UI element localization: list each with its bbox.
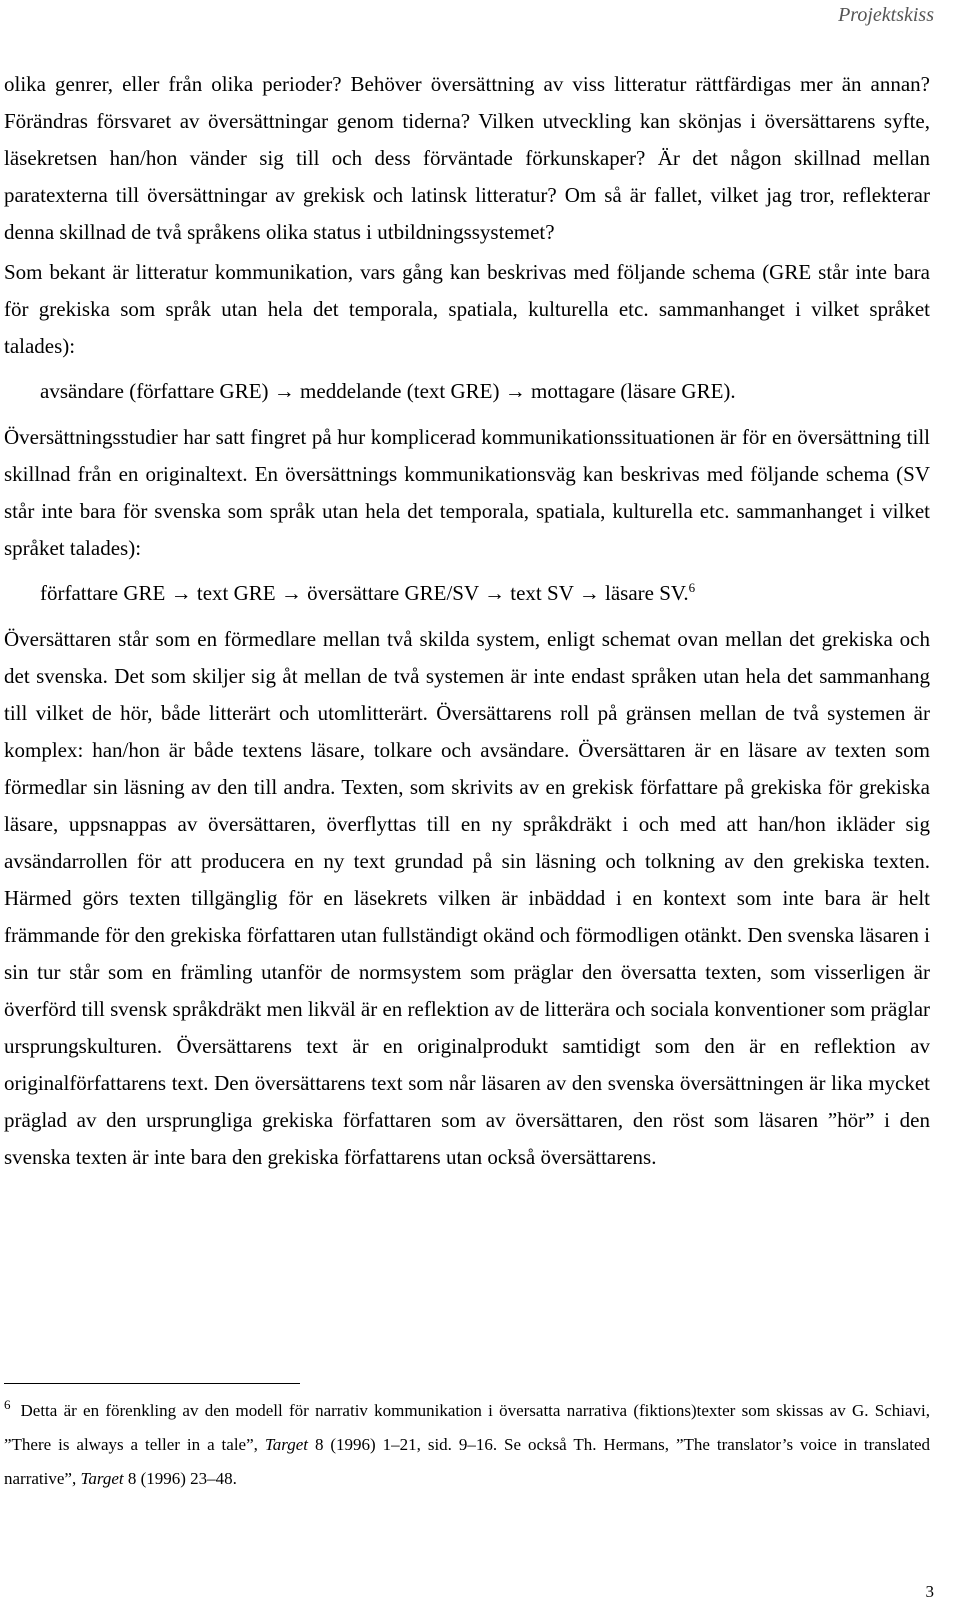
arrow-icon: → [273,379,295,403]
schema-author: författare GRE [40,581,166,605]
footnote-text-3: 8 (1996) 23–48. [123,1469,237,1488]
schema-message: meddelande (text GRE) [300,379,500,403]
footnote [4,1394,930,1496]
footnote-mark: 6 [4,1397,11,1413]
schema-text-gre: text GRE [196,581,276,605]
schema-translator: översättare GRE/SV [307,581,479,605]
schema-sender: avsändare (författare GRE) [40,379,269,403]
schema-reader-sv: läsare SV. [605,581,689,605]
arrow-icon: → [280,581,302,605]
footnote-journal-2: Target [80,1469,124,1488]
schema-text-sv: text SV [510,581,574,605]
paragraph-translator-role: Översättaren står som en förmedlare mellan två skilda system, enligt schemat ovan mellan det grekiska och det svenska. Det som skiljer sig åt mellan de två systemen är inte endast språken utan hela det sammanhang till vilket de hör, både litterärt och utomlitterärt. Översättarens roll på gränsen mellan de två systemen är komplex: han/hon är både textens läsare, tolkare och avsändare. Översättaren är en läsare av texten som förmedlar sin läsning av den till andra. Texten, som skrivits av en grekisk författare på grekiska för grekiska läsare, uppsnappas av översättaren, överflyttas till en ny språkdräkt i och med att han/hon ikläder sig avsändarrollen för att producera en ny text grundad på sin läsning och tolkning av den grekiska texten. Härmed görs texten tillgänglig för en läsekrets vilken är inbäddad i en kontext som inte bara är helt främmande för den grekiska författaren utan fullständigt okänd och förmodligen otänkt. Den svenska läsaren i sin tur står som en främling utanför de normsystem som präglar den översatta texten, som visserligen är överförd till svensk språkdräkt men likväl är en reflektion av de litterära och sociala konventioner som präglar ursprungskulturen. Översättarens text är en originalprodukt samtidigt som den är en reflektion av originalförfattarens text. Den översättarens text som når läsaren av den svenska översättningen är lika mycket präglad av den ursprungliga grekiska författaren som av översättaren, den röst som läsaren ”hör” i den svenska texten är inte bara den grekiska författarens utan också översättarens. [4,627,931,1169]
schema-receiver: mottagare (läsare GRE). [530,379,736,403]
paragraph-questions: olika genrer, eller från olika perioder? Behöver översättning av viss litteratur rättfärdigas mer än annan? Förändras försvaret av översättningar genom tiderna? Vilken utveckling kan skönjas i översättarens syfte, läsekretsen han/hon vänder sig till och dess förväntade förkunskaper? Är det någon skillnad mellan paratexterna till översättningar av grekisk och latinsk litteratur? Om så är fallet, vilket jag tror, reflekterar denna skillnad de två språkens olika status i utbildningssystemet? [4,72,930,244]
body-text [4,66,930,1176]
arrow-icon: → [504,379,526,403]
page-number: 3 [925,1582,934,1601]
footnote-journal-1: Target [264,1435,308,1454]
footnote-text-2: 8 (1996) 1–21, sid. 9–16. Se också Th. Hermans, ”The translator’s voice in translated narrative”, [4,1435,931,1488]
arrow-icon: → [484,581,506,605]
paragraph-communication: Som bekant är litteratur kommunikation, vars gång kan beskrivas med följande schema (GRE står inte bara för grekiska som språk utan hela det temporala, spatiala, kulturella etc. sammanhanget i vilket språket talades): [4,260,930,358]
footnote-separator [4,1383,300,1384]
footnote-reference[interactable]: 6 [688,580,696,595]
arrow-icon: → [578,581,600,605]
communication-schema [40,367,930,416]
translation-schema [40,569,930,618]
footnote-text-1: Detta är en förenkling av den modell för narrativ kommunikation i översatta narrativa (fiktions)texter som skissas av G. Schiavi, ”There is always a teller in a tale”, [4,1401,930,1454]
arrow-icon: → [170,581,192,605]
paragraph-translation-studies: Översättningsstudier har satt fingret på hur komplicerad kommunikationssituationen är för en översättning till skillnad från en originaltext. En översättnings kommunikationsväg kan beskrivas med följande schema (SV står inte bara för svenska som språk utan hela det temporala, spatiala, kulturella etc. sammanhanget i vilket språket talades): [4,425,930,560]
running-header: Projektskiss [838,4,934,26]
